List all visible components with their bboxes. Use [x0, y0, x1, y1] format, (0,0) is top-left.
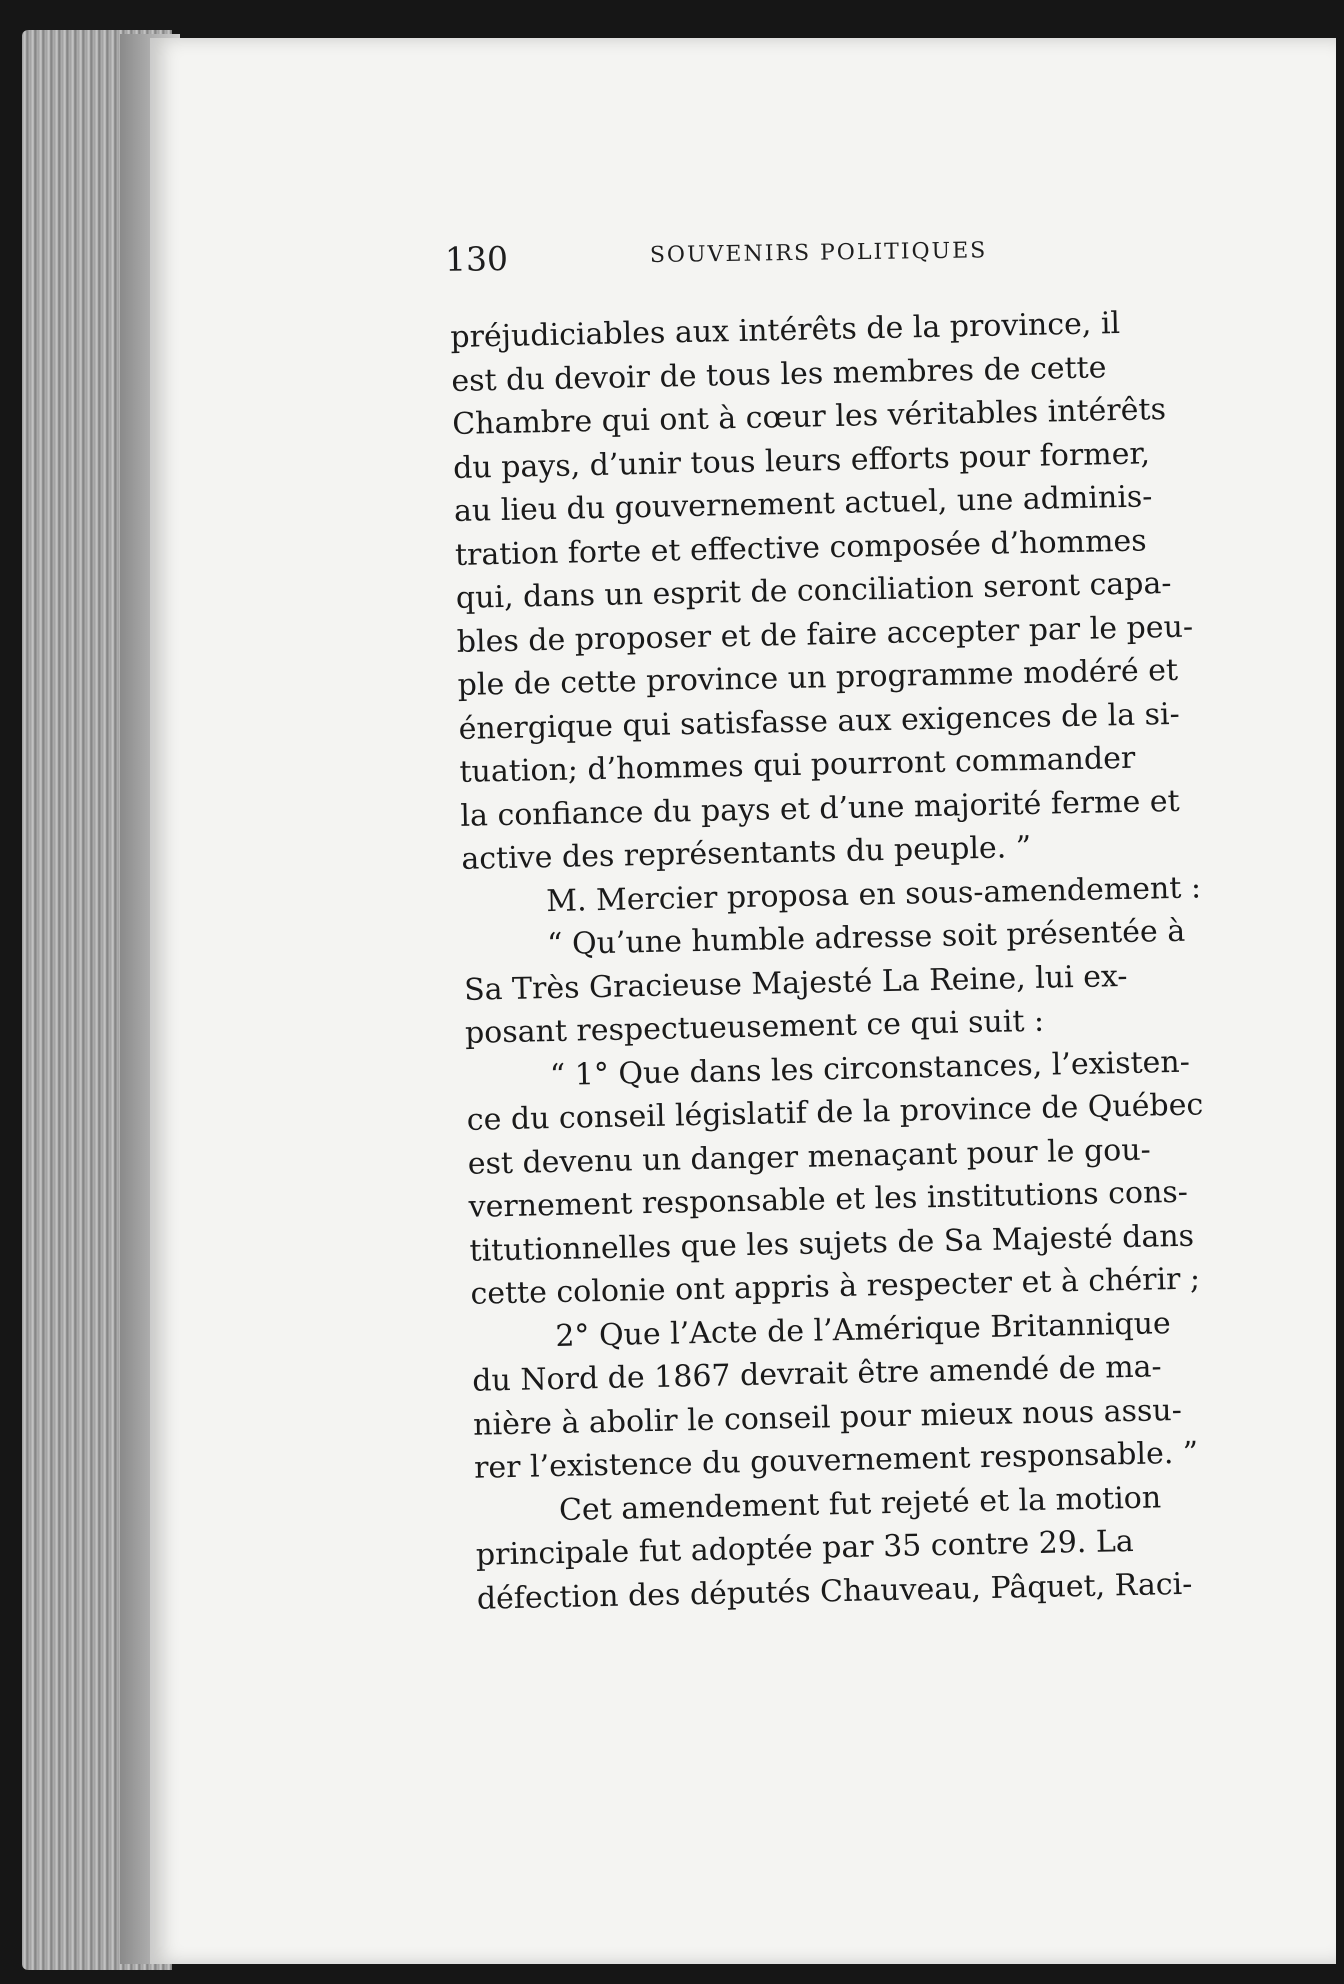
text-line: 2° Que l’Acte de l’Amérique Britannique: [555, 1305, 1172, 1354]
page-number: 130: [444, 238, 509, 279]
text-line: au lieu du gouvernement actuel, une adminis-: [453, 479, 1153, 529]
text-line: nière à abolir le conseil pour mieux nous assu-: [472, 1392, 1183, 1443]
text-line: ce du conseil législatif de la province de Québec: [466, 1087, 1204, 1138]
text-line: posant respectueusement ce qui suit :: [464, 1003, 1045, 1051]
text-line: rer l’existence du gouvernement responsable. ”: [473, 1435, 1199, 1486]
text-line: du pays, d’unir tous leurs efforts pour former,: [452, 435, 1151, 486]
text-line: Cet amendement fut rejeté et la motion: [558, 1479, 1162, 1528]
text-line: cette colonie ont appris à respecter et à chérir ;: [470, 1261, 1201, 1312]
text-line: énergique qui satisfasse aux exigences de la si-: [458, 696, 1181, 747]
text-line: Chambre qui ont à cœur les véritables intérêts: [451, 392, 1167, 442]
text-line: est devenu un danger menaçant pour le gou-: [467, 1132, 1152, 1182]
text-line: qui, dans un esprit de conciliation seront capa-: [455, 565, 1172, 616]
text-line: “ Qu’une humble adresse soit présentée à: [546, 913, 1186, 963]
text-line: tration forte et effective composée d’hommes: [454, 522, 1147, 573]
text-line: préjudiciables aux intérêts de la province, il: [450, 305, 1121, 355]
text-line: Sa Très Gracieuse Majesté La Reine, lui ex-: [463, 958, 1128, 1008]
text-line: principale fut adoptée par 35 contre 29. La: [475, 1523, 1135, 1573]
text-line: tuation; d’hommes qui pourront commander: [459, 740, 1136, 790]
body-text: [450, 299, 1267, 1620]
text-line: “ 1° Que dans les circonstances, l’existen-: [549, 1044, 1191, 1093]
text-line: ple de cette province un programme modéré et: [457, 652, 1179, 703]
running-title: SOUVENIRS POLITIQUES: [649, 238, 988, 269]
text-line: active des représentants du peuple. ”: [461, 829, 1032, 877]
text-line: M. Mercier proposa en sous-amendement :: [545, 869, 1202, 919]
text-line: du Nord de 1867 devrait être amendé de ma-: [471, 1349, 1162, 1399]
text-line: est du devoir de tous les membres de cette: [450, 349, 1107, 399]
text-line: la confiance du pays et d’une majorité ferme et: [460, 783, 1180, 834]
text-line: bles de proposer et de faire accepter par le peu-: [456, 609, 1194, 660]
text-line: vernement responsable et les institutions cons-: [468, 1174, 1189, 1225]
page-header: [445, 226, 1286, 298]
text-line: titutionnelles que les sujets de Sa Majesté dans: [469, 1218, 1195, 1269]
text-line: défection des députés Chauveau, Pâquet, Raci-: [476, 1566, 1193, 1617]
